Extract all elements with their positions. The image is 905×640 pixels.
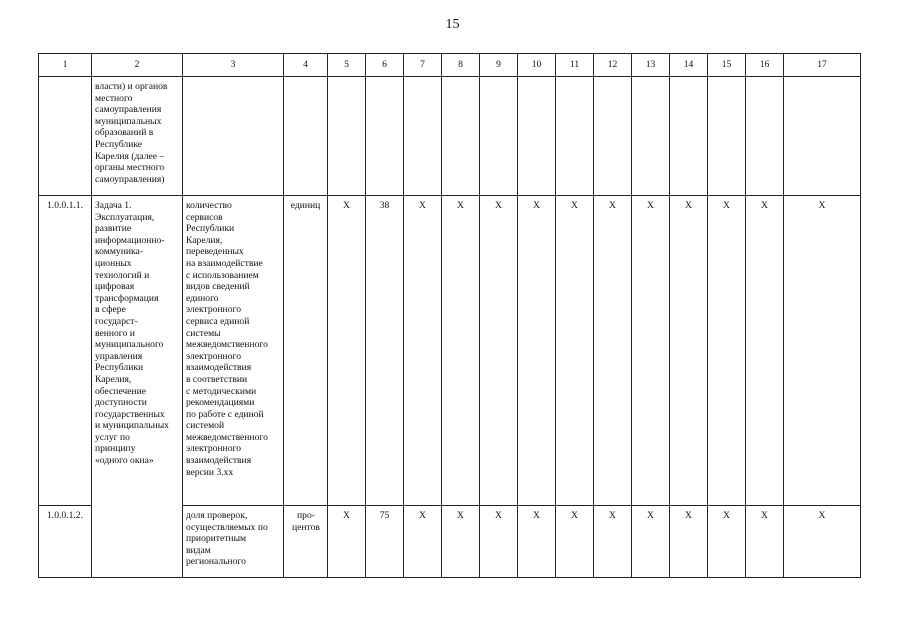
table-cell	[708, 196, 746, 506]
column-number: 10	[518, 54, 556, 77]
table-cell	[556, 196, 594, 506]
table-cell	[39, 77, 92, 196]
column-number: 9	[480, 54, 518, 77]
table-row-continuation	[39, 77, 861, 196]
table-cell	[442, 77, 480, 196]
value-cell: X	[761, 510, 768, 521]
row-code: 1.0.0.1.2.	[47, 510, 83, 521]
column-number: 7	[404, 54, 442, 77]
column-number: 1	[39, 54, 92, 77]
unit-text: про- центов	[292, 510, 320, 533]
value-cell: X	[571, 200, 578, 211]
table-cell	[632, 77, 670, 196]
value-cell: X	[457, 200, 464, 211]
column-number: 6	[366, 54, 404, 77]
table-cell	[632, 506, 670, 578]
table-cell	[670, 196, 708, 506]
table-cell	[366, 506, 404, 578]
table-cell	[284, 506, 328, 578]
table-cell	[708, 77, 746, 196]
column-number: 14	[670, 54, 708, 77]
value-cell: X	[685, 510, 692, 521]
table-cell	[183, 77, 284, 196]
table-cell	[480, 196, 518, 506]
value-cell: X	[457, 510, 464, 521]
column-number: 4	[284, 54, 328, 77]
table-cell	[594, 506, 632, 578]
column-number: 13	[632, 54, 670, 77]
value-cell: X	[343, 510, 350, 521]
value-cell: X	[761, 200, 768, 211]
column-number: 12	[594, 54, 632, 77]
table-cell	[746, 77, 784, 196]
table-cell	[183, 196, 284, 506]
value-cell: X	[609, 510, 616, 521]
table-cell	[404, 506, 442, 578]
value-cell: X	[419, 510, 426, 521]
value-cell: X	[647, 510, 654, 521]
table-cell	[39, 196, 92, 506]
column-number: 2	[92, 54, 183, 77]
table-cell	[556, 506, 594, 578]
task-text: Задача 1. Эксплуатация, развитие информационно- коммуника- ционных технологий и цифровая трансформация в сфере государст- венного и муниципального управления Республики Карелия, обеспечение доступности государственных и муниципальных услуг по принципу «одного окна»	[95, 200, 169, 467]
value-cell: X	[495, 510, 502, 521]
value-cell: X	[571, 510, 578, 521]
value-cell: 38	[379, 200, 390, 211]
table-cell	[39, 506, 92, 578]
indicators-table	[38, 53, 861, 578]
table-cell	[670, 77, 708, 196]
continuation-text: власти) и органов местного самоуправления муниципальных образований в Республике Карелия (далее – органы местного самоуправления)	[95, 81, 168, 185]
table-cell	[746, 196, 784, 506]
column-number: 15	[708, 54, 746, 77]
value-cell: X	[818, 510, 826, 521]
table-cell	[284, 77, 328, 196]
table-cell	[670, 506, 708, 578]
page-number: 15	[445, 17, 460, 32]
table-cell	[784, 77, 861, 196]
value-cell: X	[723, 200, 730, 211]
table-cell	[518, 506, 556, 578]
table-cell	[328, 196, 366, 506]
table-cell	[708, 506, 746, 578]
value-cell: X	[685, 200, 692, 211]
value-cell: X	[647, 200, 654, 211]
table-cell	[366, 196, 404, 506]
value-cell: X	[533, 510, 540, 521]
table-cell	[442, 196, 480, 506]
table-cell	[784, 506, 861, 578]
table-cell	[328, 77, 366, 196]
value-cell: X	[818, 200, 826, 211]
table-cell	[366, 77, 404, 196]
column-number: 11	[556, 54, 594, 77]
column-number: 16	[746, 54, 784, 77]
table-cell	[404, 77, 442, 196]
table-cell	[746, 506, 784, 578]
table-cell	[518, 77, 556, 196]
column-number: 5	[328, 54, 366, 77]
column-number: 8	[442, 54, 480, 77]
table-cell	[442, 506, 480, 578]
table-cell	[183, 506, 284, 578]
table-cell	[92, 77, 183, 196]
table-cell	[328, 506, 366, 578]
table-cell	[480, 77, 518, 196]
table-cell	[284, 196, 328, 506]
table-cell	[784, 196, 861, 506]
table-row	[39, 196, 861, 506]
table-cell	[594, 196, 632, 506]
table-cell	[556, 77, 594, 196]
table-cell	[632, 196, 670, 506]
value-cell: X	[533, 200, 540, 211]
column-number: 3	[183, 54, 284, 77]
column-number: 17	[784, 54, 861, 77]
indicator-text: доля проверок, осуществляемых по приоритетным видам регионального	[186, 510, 268, 568]
table-cell	[480, 506, 518, 578]
unit-text: единиц	[290, 200, 321, 211]
value-cell: X	[419, 200, 426, 211]
table-cell	[594, 77, 632, 196]
value-cell: X	[609, 200, 616, 211]
row-code: 1.0.0.1.1.	[47, 200, 83, 211]
table-cell	[518, 196, 556, 506]
value-cell: 75	[379, 510, 390, 521]
table-cell	[404, 196, 442, 506]
value-cell: X	[723, 510, 730, 521]
column-number-row	[39, 54, 861, 77]
value-cell: X	[495, 200, 502, 211]
table-cell	[92, 196, 183, 578]
indicator-text: количество сервисов Республики Карелия, переведенных на взаимодействие с использованием видов сведений единого электронного сервиса единой системы межведомственного электронного взаимодействия в соответствии с методическими рекомендациями по работе с единой системой межведомственного электронного взаимодействия версии 3.хх	[186, 200, 268, 478]
value-cell: X	[343, 200, 350, 211]
